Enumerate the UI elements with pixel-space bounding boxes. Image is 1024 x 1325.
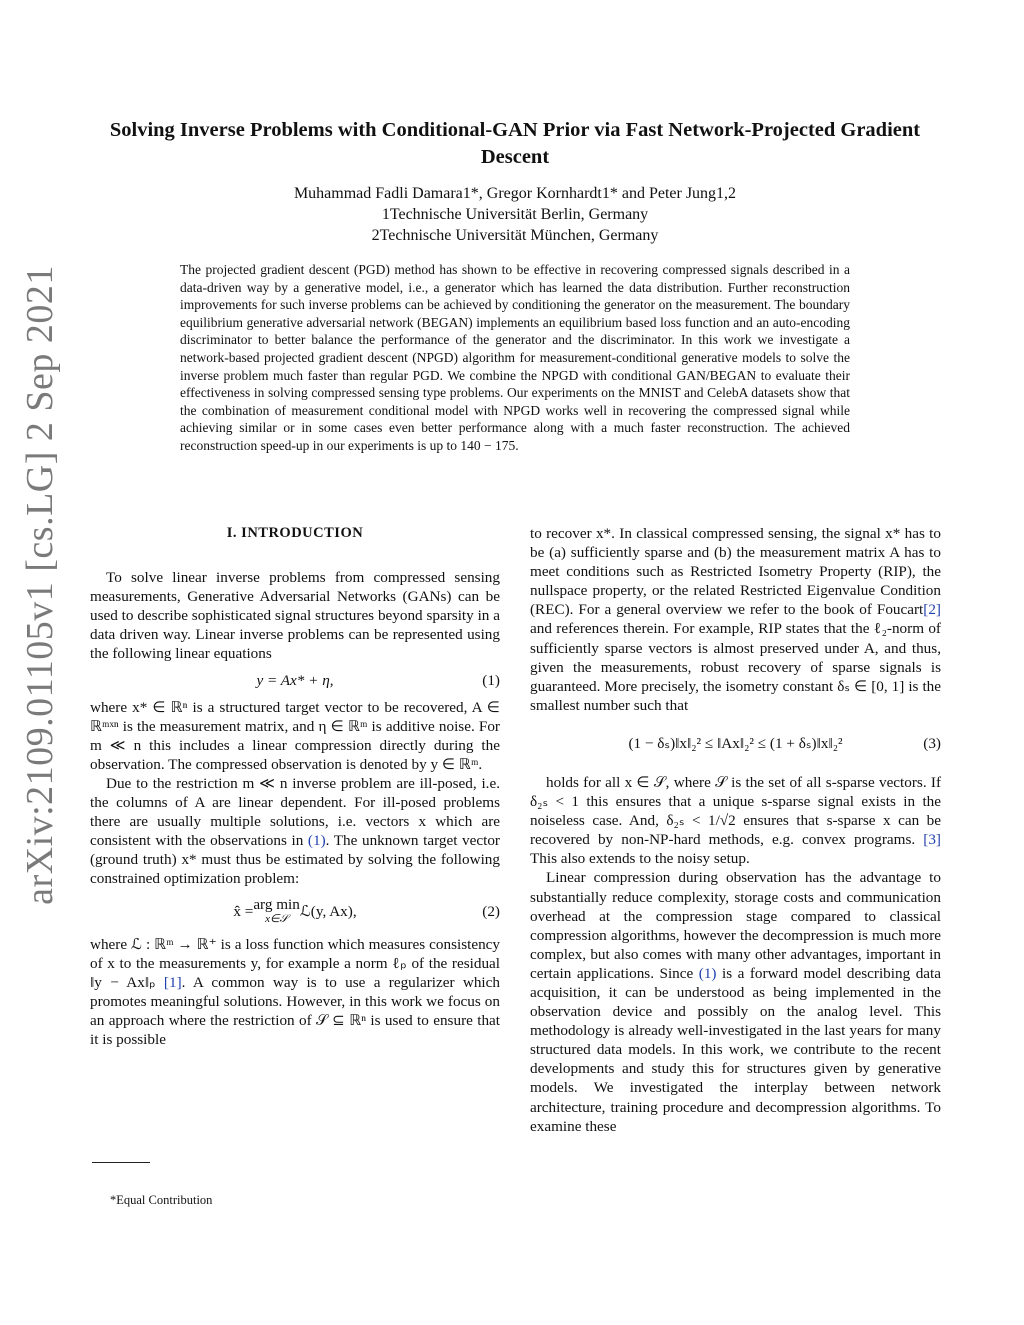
author-block xyxy=(100,183,930,246)
equation-1-link[interactable]: (1) xyxy=(307,832,326,850)
p3-text-a: Due to the restriction m ≪ n inverse problem are ill-posed, i.e. the columns of A are linear dependent. For ill-posed problems there are usually multiple solutions, i.e. vectors x which are consistent with the observations in xyxy=(90,774,500,850)
equation-2 xyxy=(90,889,500,935)
argmin-operator: arg min xyxy=(253,895,300,913)
rp2-text-a: holds for all x ∈ 𝒮, where 𝒮 is the set of all s-sparse vectors. If δ₂ₛ < 1 this ensures that a unique s-sparse signal exists in the noiseless case. And, δ₂ₛ < 1/√2 ensures that s-sparse x can be recovered by non-NP-hard methods, e.g. convex programs. xyxy=(530,773,941,849)
footnote-equal-contribution: *Equal Contribution xyxy=(110,1193,213,1207)
left-column xyxy=(90,524,500,1049)
equation-2-rhs: ℒ(y, Ax), xyxy=(299,902,357,920)
citation-2-link[interactable]: [2] xyxy=(923,601,941,619)
equation-1-number: (1) xyxy=(482,672,500,690)
intro-paragraph-3 xyxy=(90,774,500,889)
affiliation-2: 2Technische Universität München, Germany xyxy=(371,227,659,244)
intro-paragraph-2: where x* ∈ ℝⁿ is a structured target vector to be recovered, A ∈ ℝᵐˣⁿ is the measurement matrix, and η ∈ ℝᵐ is additive noise. For m ≪ n this includes a linear compression directly during the observation. The compressed observation is denoted by y ∈ ℝᵐ. xyxy=(90,698,500,773)
argmin-subscript: x∈𝒮 xyxy=(265,912,289,925)
rp3-text-a: Linear compression during observation has the advantage to substantially reduce complexity, storage costs and communication overhead at the compression stage compared to classical compression algorithms, however the decompression is much more complex, but also comes with many other advantages, important in certain applications. Since xyxy=(530,869,941,982)
citation-1-link[interactable]: [1] xyxy=(163,973,182,991)
author-list: Muhammad Fadli Damara1*, Gregor Kornhardt1* and Peter Jung1,2 xyxy=(293,185,737,202)
right-paragraph-2 xyxy=(530,773,941,868)
rp1-text-a: to recover x*. In classical compressed sensing, the signal x* has to be (a) sufficiently sparse and (b) the measurement matrix A has to meet conditions such as Restricted Isometry Property (RIP), the nullspace property, or the related Restricted Eigenvalue Condition (REC). For a general overview we refer to the book of Foucart xyxy=(530,525,941,619)
p4-text-a: where ℒ : ℝᵐ → ℝ⁺ is a loss function which measures consistency of x to the measurements y, for example a norm ℓₚ of the residual ‖y − Ax‖ₚ xyxy=(90,935,500,991)
equation-2-number: (2) xyxy=(482,902,500,920)
right-paragraph-1 xyxy=(530,524,941,715)
equation-1 xyxy=(90,664,500,698)
citation-3-link[interactable]: [3] xyxy=(923,831,941,849)
equation-1-link-2[interactable]: (1) xyxy=(698,964,717,982)
rp2-text-b: This also extends to the noisy setup. xyxy=(530,850,750,868)
equation-1-body: y = Ax* + η, xyxy=(256,672,334,690)
equation-2-argmin xyxy=(253,895,300,926)
equation-3-number: (3) xyxy=(923,735,941,753)
paper-title: Solving Inverse Problems with Conditional-GAN Prior via Fast Network-Projected Gradient Descent xyxy=(109,119,921,168)
affiliation-1: 1Technische Universität Berlin, Germany xyxy=(381,206,649,223)
rp1-text-b: and references therein. For example, RIP states that the ℓ₂-norm of sufficiently sparse vectors is almost preserved under A, and thus, given the measurements, robust recovery of sparse signals is guaranteed. More precisely, the isometry constant δₛ ∈ [0, 1] is the smallest number such that xyxy=(530,620,941,714)
right-column xyxy=(530,524,941,1136)
equation-2-lhs: x̂ = xyxy=(233,902,254,920)
arxiv-sidebar xyxy=(0,0,80,1325)
section-heading-introduction: I. INTRODUCTION xyxy=(226,525,364,541)
arxiv-identifier: arXiv:2109.01105v1 [cs.LG] 2 Sep 2021 xyxy=(19,265,61,905)
equation-3-body: (1 − δₛ)‖x‖₂² ≤ ‖Ax‖₂² ≤ (1 + δₛ)‖x‖₂² xyxy=(628,735,843,753)
rp3-text-b: is a forward model describing data acquisition, it can be understood as being implemented in the observation device and possibly on the analog level. This methodology is already well-investigated in the last years for many structured data models. In this work, we contribute to the recent developments and study this for structures given by generative models. We investigated the interplay between network architecture, training procedure and decompression algorithms. To examine these xyxy=(530,964,941,1135)
footnote-rule xyxy=(92,1162,150,1163)
right-paragraph-3 xyxy=(530,868,941,1135)
equation-3 xyxy=(530,715,941,773)
abstract: The projected gradient descent (PGD) method has shown to be effective in recovering compressed signals described in a data-driven way by a generative model, i.e., a generator which has learned the data distribution. Further reconstruction improvements for such inverse problems can be achieved by conditioning the generator on the measurement. The boundary equilibrium generative adversarial network (BEGAN) implements an equilibrium based loss function and an auto-encoding discriminator to better balance the performance of the generator and the discriminator. In this work we investigate a network-based projected gradient descent (NPGD) algorithm for measurement-conditional generative models to solve the inverse problem much faster than regular PGD. We combine the NPGD with conditional GAN/BEGAN to evaluate their effectiveness in solving compressed sensing type problems. Our experiments on the MNIST and CelebA datasets show that the combination of measurement conditional model with NPGD works well in recovering the compressed signal while achieving similar or in some cases even better performance along with a much faster reconstruction. The achieved reconstruction speed-up in our experiments is up to 140 − 175. xyxy=(180,262,850,453)
p4-text-b: . A common way is to use a regularizer which promotes meaningful solutions. However, in this work we focus on an approach where the restriction of 𝒮 ⊆ ℝⁿ is used to ensure that it is possible xyxy=(90,973,500,1048)
intro-paragraph-4 xyxy=(90,935,500,1050)
p3-text-b: . The unknown target vector (ground truth) x* must thus be estimated by solving the following constrained optimization problem: xyxy=(90,832,500,888)
intro-paragraph-1: To solve linear inverse problems from compressed sensing measurements, Generative Adversarial Networks (GANs) can be used to describe sophisticated signal structures beyond sparsity in a data driven way. Linear inverse problems can be represented using the following linear equations xyxy=(90,569,500,663)
